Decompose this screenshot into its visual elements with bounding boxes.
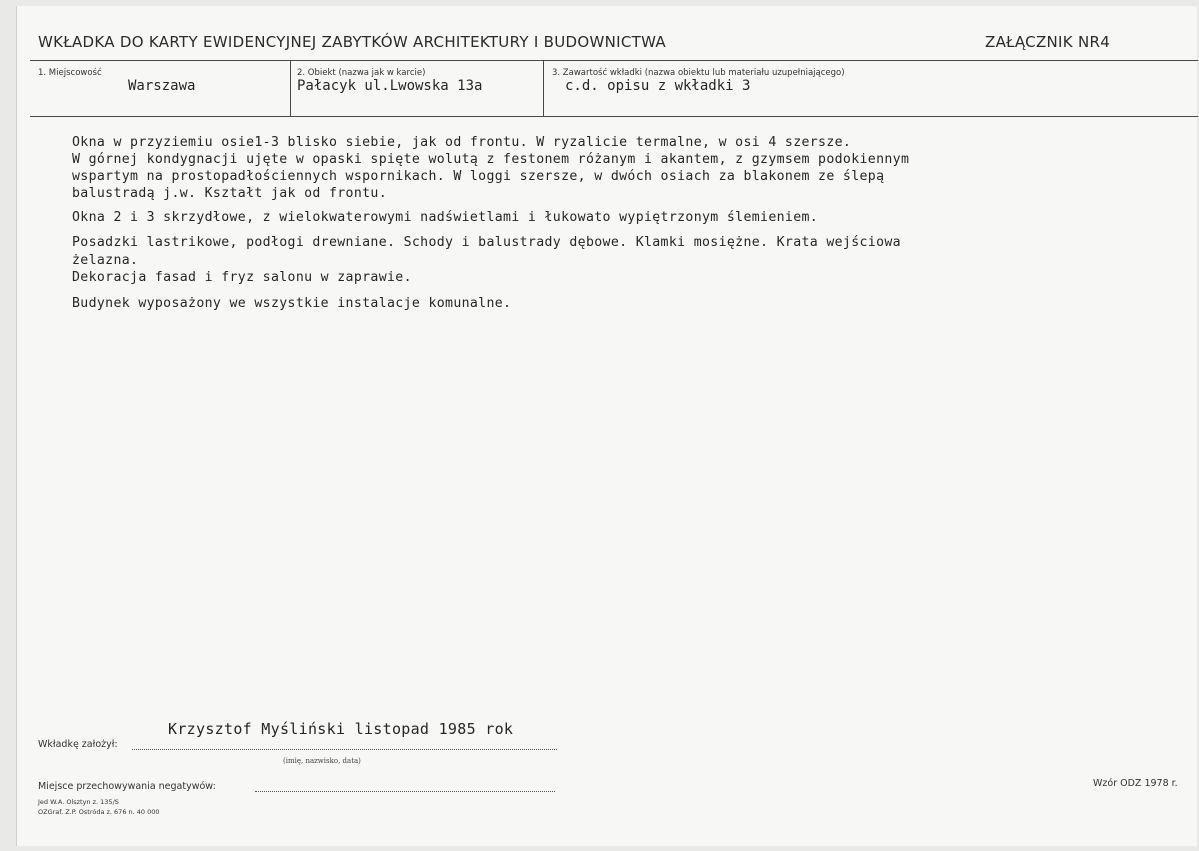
compiled-by-hint: (imię, nazwisko, data) [283, 757, 361, 765]
body-line: balustradą j.w. Kształt jak od frontu. [72, 186, 388, 201]
form-title: WKŁADKA DO KARTY EWIDENCYJNEJ ZABYTKÓW ARCHITEKTURY I BUDOWNICTWA [38, 33, 666, 51]
form-model: Wzór ODZ 1978 r. [1093, 778, 1178, 789]
field-divider-1 [290, 60, 291, 116]
negatives-location-label: Miejsce przechowywania negatywów: [38, 781, 216, 792]
insert-content-label: 3. Zawartość wkładki (nazwa obiektu lub materiału uzupełniającego) [552, 68, 845, 78]
field-divider-2 [543, 60, 544, 116]
body-line: Okna 2 i 3 skrzydłowe, z wielokwaterowymi nadświetlami i łukowato wypiętrzonym ślemieniem. [72, 210, 819, 225]
body-line: wspartym na prostopadłościennych wspornikach. W loggi szersze, w dwóch osiach za blakonem ze ślepą [72, 169, 885, 184]
body-line: Dekoracja fasad i fryz salonu w zaprawie. [72, 270, 412, 285]
card-edge [16, 6, 17, 846]
body-line: żelazna. [72, 253, 139, 268]
header-rule-bottom [30, 116, 1198, 117]
compiled-by-line [132, 749, 557, 750]
print-info-line: Jed W.A. Olsztyn z. 135/S [38, 798, 119, 806]
locality-label: 1. Miejscowość [38, 68, 102, 78]
negatives-location-line [255, 791, 555, 792]
body-line: W górnej kondygnacji ujęte w opaski spięte wolutą z festonem różanym i akantem, z gzymsem podokiennym [72, 152, 910, 167]
header-rule-top [30, 60, 1198, 61]
locality-value: Warszawa [128, 78, 196, 94]
compiled-by-value: Krzysztof Myśliński listopad 1985 rok [168, 720, 514, 738]
annex-number: ZAŁĄCZNIK NR4 [985, 33, 1111, 51]
print-info-line: OZGraf. Z.P. Ostróda z. 676 n. 40 000 [38, 808, 160, 816]
body-line: Okna w przyziemiu osie1-3 blisko siebie, jak od frontu. W ryzalicie termalne, w osi 4 szersze. [72, 135, 852, 150]
insert-content-value: c.d. opisu z wkładki 3 [565, 78, 751, 94]
object-value: Pałacyk ul.Lwowska 13a [297, 78, 483, 94]
object-label: 2. Obiekt (nazwa jak w karcie) [297, 68, 426, 78]
body-line: Posadzki lastrikowe, podłogi drewniane. Schody i balustrady dębowe. Klamki mosiężne. Krata wejściowa [72, 235, 901, 250]
compiled-by-label: Wkładkę założył: [38, 739, 118, 750]
body-line: Budynek wyposażony we wszystkie instalacje komunalne. [72, 296, 512, 311]
